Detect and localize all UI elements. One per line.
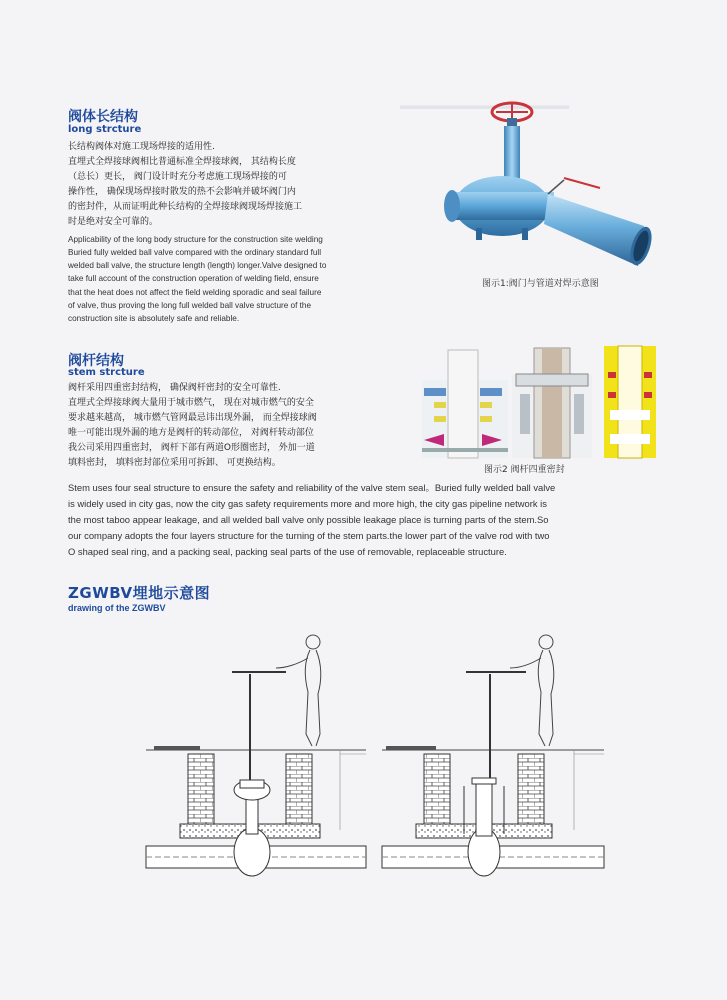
text-line: O shaped seal ring, and a packing seal, packing seal parts of the use of removable, replaceable structure. [68, 546, 507, 557]
text-line: 的密封件，从而证明此种长结构的全焊接球阀现场焊接施工 [68, 202, 303, 212]
text-line: Buried fully welded ball valve compared with the ordinary standard full [68, 248, 322, 257]
seal-panel-2 [512, 348, 592, 458]
brick-wall-right [286, 754, 312, 824]
text-line: 时是绝对安全可靠的。 [68, 217, 159, 227]
cover-plate [154, 746, 200, 750]
operator-figure [510, 635, 554, 746]
text-line: our company adopts the four layers structure for the turning of the stem parts.the lower part of the valve rod with two [68, 530, 550, 541]
text-line: construction site is absolutely safe and reliable. [68, 314, 240, 323]
text-line: 直埋式全焊接球阀相比普通标准全焊接球阀， 其结构长度 [68, 157, 296, 167]
brick-wall-right [518, 754, 544, 824]
stem-seal-figure [420, 344, 660, 462]
text-line: take full account of the construction operation of welding field, ensure [68, 274, 319, 283]
seal-panel-3 [604, 346, 656, 458]
brick-wall-left [188, 754, 214, 824]
section1-title-cn: 阀体长结构 [68, 109, 138, 125]
section1-title-en: long strcture [68, 124, 142, 135]
burial-drawing-left [140, 630, 372, 890]
seal-panel-1 [422, 350, 508, 458]
text-line: 长结构阀体对施工现场焊接的适用性. [68, 142, 215, 152]
text-line: 直埋式全焊接球阀大量用于城市燃气， 现在对城市燃气的安全 [68, 398, 314, 408]
text-line: Applicability of the long body structure for the construction site welding [68, 235, 323, 244]
text-line: 唯一可能出现外漏的地方是阀杆的转动部位， 对阀杆转动部位 [68, 428, 314, 438]
burial-drawing-right [378, 630, 610, 890]
section3-title: ZGWBV埋地示意图 [68, 584, 211, 602]
welding-torch [564, 178, 600, 188]
text-line: the most taboo appear leakage, and all welded ball valve only possible leakage place is turning parts of the stem.So [68, 514, 549, 525]
show-through-text: ▂▂▂▂▂▂▂▂▂▂▂▂▂▂▂▂▂▂▂▂ [400, 96, 570, 109]
section2-title-cn: 阀杆结构 [68, 353, 124, 369]
figure2-caption: 图示2 阀杆四重密封 [484, 465, 565, 475]
brick-wall-left [424, 754, 450, 824]
text-line: （总长）更长， 阀门设计时充分考虑施工现场焊接的可 [68, 172, 287, 182]
text-line: that the heat does not affect the field welding sporadic and seal failure [68, 288, 322, 297]
text-line: is widely used in city gas, now the city gas safety requirements more and more high, the city gas pipeline network is [68, 498, 547, 509]
text-line: 阀杆采用四重密封结构， 确保阀杆密封的安全可靠性. [68, 383, 281, 393]
pipe [544, 194, 644, 266]
text-line: Stem uses four seal structure to ensure the safety and reliability of the valve stem seal。Buried fully welded ball valve [68, 482, 556, 493]
cover-plate [386, 746, 436, 750]
text-line: 要求越来越高， 城市燃气管网最忌讳出现外漏， 而全焊接球阀 [68, 413, 317, 423]
valve-pipe-figure [430, 98, 660, 274]
text-line: of valve, thus proving the long full welded ball valve structure of the [68, 301, 312, 310]
section2-title-en: stem strcture [68, 367, 145, 378]
figure1-caption: 图示1:阀门与管道对焊示意图 [482, 279, 599, 289]
text-line: 填料密封， 填料密封部位采用可拆卸、 可更换结构。 [68, 458, 281, 468]
text-line: welded ball valve, the structure length (length) longer.Valve designed to [68, 261, 327, 270]
section3-subtitle: drawing of the ZGWBV [68, 603, 166, 613]
operator-figure [276, 635, 321, 746]
text-line: 我公司采用四重密封， 阀杆下部有两道O形圈密封， 外加一道 [68, 443, 315, 453]
text-line: 操作性， 确保现场焊接时散发的热不会影响并破坏阀门内 [68, 187, 296, 197]
